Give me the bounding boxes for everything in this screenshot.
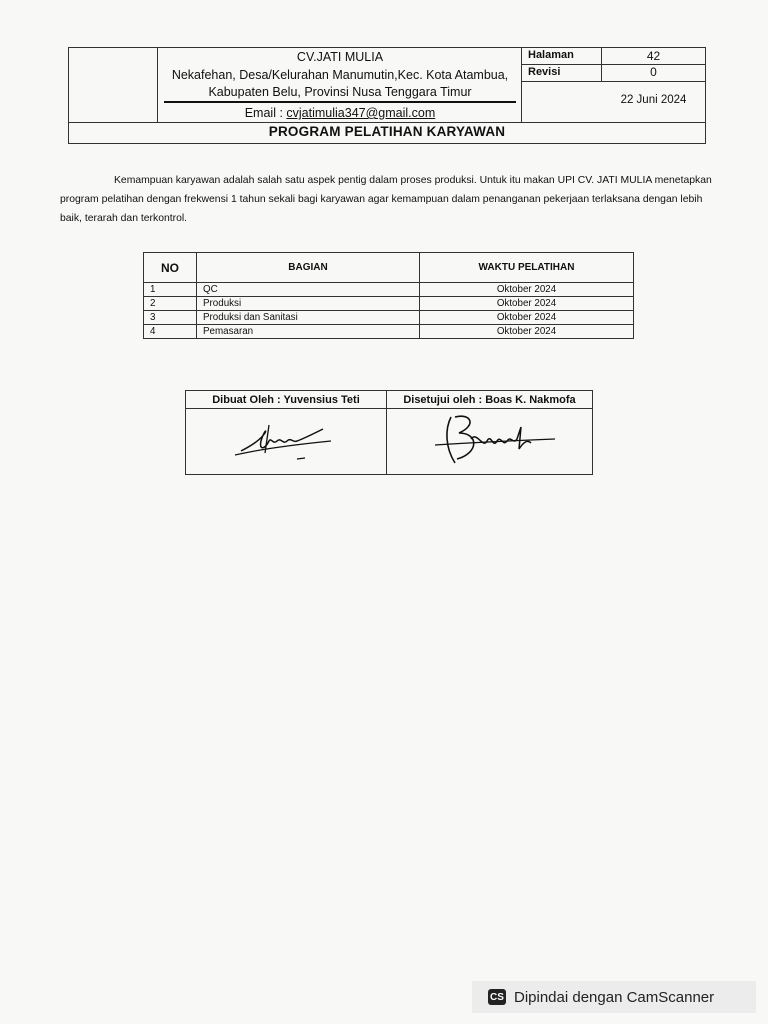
- table-header-row: [144, 253, 634, 283]
- document-date: 22 Juni 2024: [620, 94, 687, 106]
- table-row: [144, 283, 634, 297]
- revisi-label: Revisi: [528, 66, 561, 78]
- signature-made-by-mark: [231, 411, 341, 467]
- row-bagian: Produksi dan Sanitasi: [197, 311, 420, 325]
- camscanner-text: Dipindai dengan CamScanner: [514, 988, 715, 1006]
- address-line-1: Nekafehan, Desa/Kelurahan Manumutin,Kec. Kota Atambua,: [171, 68, 509, 82]
- company-name: CV.JATI MULIA: [296, 50, 384, 64]
- signature-row: [186, 409, 593, 475]
- row-waktu: Oktober 2024: [420, 325, 634, 339]
- approved-by-label: Disetujui oleh : Boas K. Nakmofa: [387, 391, 593, 409]
- row-bagian: Produksi: [197, 297, 420, 311]
- halaman-label: Halaman: [528, 49, 574, 61]
- revisi-value: 0: [650, 65, 657, 79]
- row-no: 4: [144, 325, 197, 339]
- email-label: Email :: [244, 106, 287, 120]
- table-row: [144, 297, 634, 311]
- col-no-header: NO: [144, 253, 197, 283]
- header-mid-border: [68, 122, 706, 123]
- signature-made-by: [186, 409, 387, 475]
- halaman-value: 42: [646, 49, 661, 63]
- made-by-label: Dibuat Oleh : Yuvensius Teti: [186, 391, 387, 409]
- row-bagian: QC: [197, 283, 420, 297]
- camscanner-logo-icon: CS: [488, 989, 506, 1005]
- header-logo-divider: [157, 47, 158, 122]
- col-bagian-header: BAGIAN: [197, 253, 420, 283]
- email-line: [164, 106, 516, 121]
- row-no: 2: [144, 297, 197, 311]
- intro-text: Kemampuan karyawan adalah salah satu aspek pentig dalam proses produksi. Untuk itu makan UPI CV. JATI MULIA menetapkan program pelatihan dengan frekwensi 1 tahun sekali bagi karyawan agar kemampuan dalam penanganan pekerjaan terlaksana dengan lebih baik, terarah dan terkontrol.: [60, 175, 712, 224]
- row-bagian: Pemasaran: [197, 325, 420, 339]
- page-title: PROGRAM PELATIHAN KARYAWAN: [268, 124, 506, 139]
- signature-header-row: [186, 391, 593, 409]
- header-top-border: [68, 47, 706, 48]
- row-waktu: Oktober 2024: [420, 283, 634, 297]
- header-info-divider: [521, 47, 522, 122]
- row-waktu: Oktober 2024: [420, 311, 634, 325]
- address-line-2: Kabupaten Belu, Provinsi Nusa Tenggara Timur: [208, 85, 472, 99]
- header-bottom-border: [68, 143, 706, 144]
- email-link[interactable]: cvjatimulia347@gmail.com: [286, 106, 436, 120]
- table-row: [144, 325, 634, 339]
- header-row-line-2: [521, 81, 705, 82]
- col-waktu-header: WAKTU PELATIHAN: [420, 253, 634, 283]
- signature-approved-by-mark: [415, 409, 565, 469]
- row-no: 3: [144, 311, 197, 325]
- signature-approved-by: [387, 409, 593, 475]
- signature-table: [185, 390, 593, 475]
- row-no: 1: [144, 283, 197, 297]
- header-separator-rule: [164, 101, 516, 103]
- table-row: [144, 311, 634, 325]
- intro-paragraph: [60, 171, 712, 228]
- row-waktu: Oktober 2024: [420, 297, 634, 311]
- training-table: [143, 252, 634, 339]
- camscanner-watermark: [472, 981, 756, 1013]
